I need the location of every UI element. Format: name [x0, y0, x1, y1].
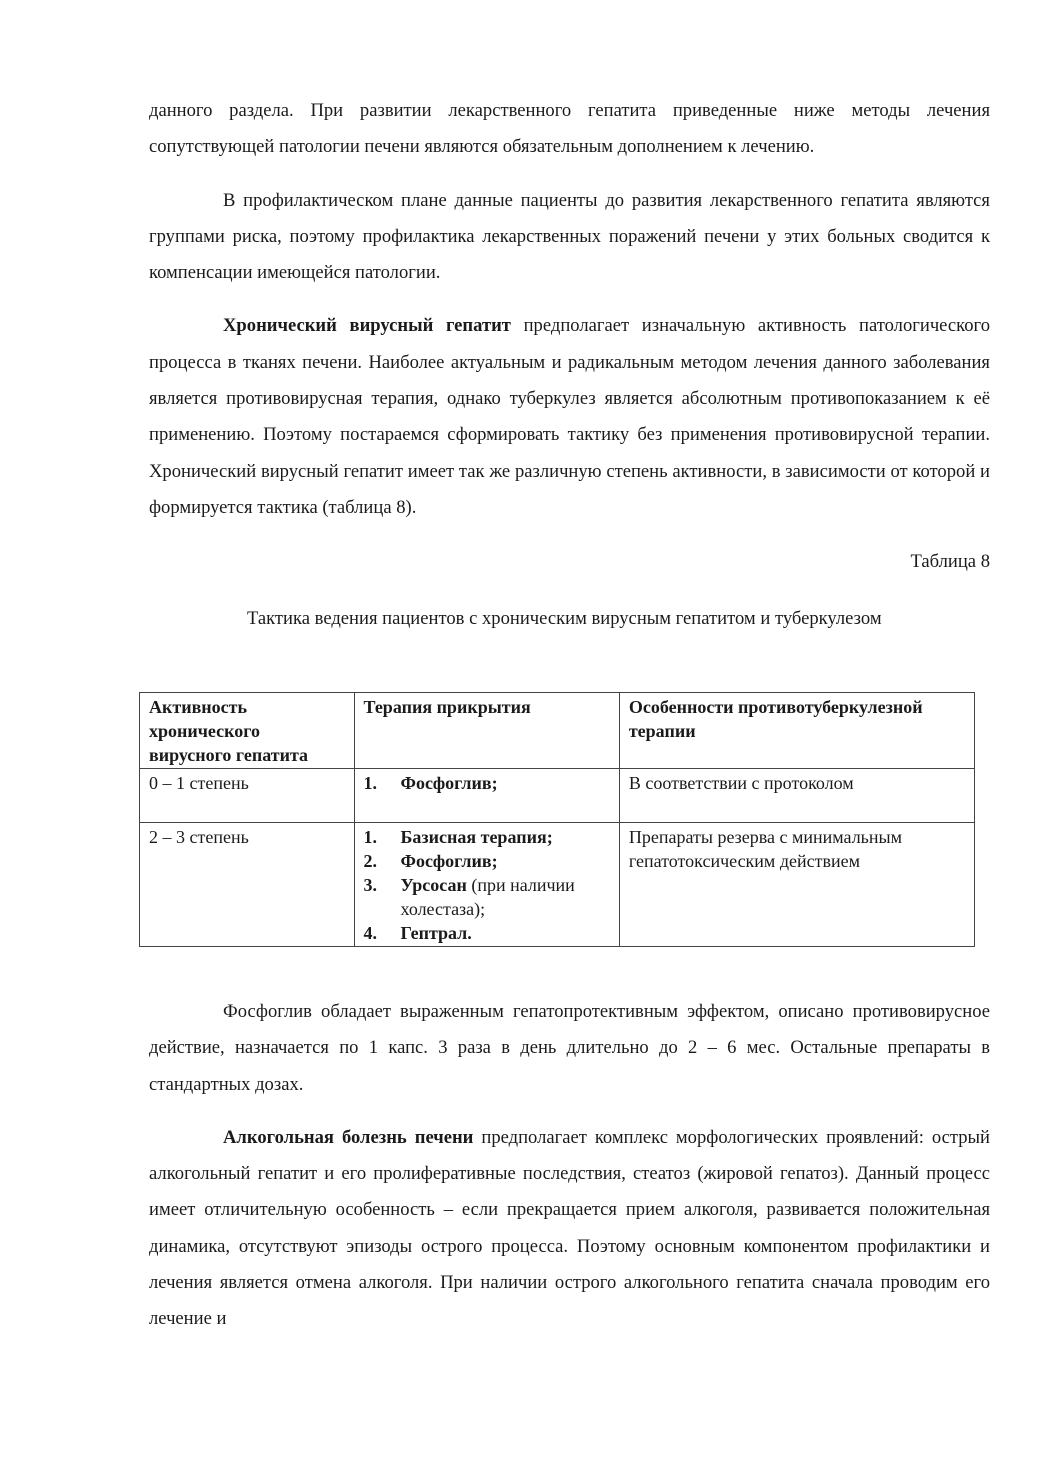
term-alcoholic-liver-disease: Алкогольная болезнь печени	[223, 1126, 474, 1148]
tactics-table	[139, 692, 975, 947]
table-row	[140, 823, 975, 947]
therapy-list	[364, 825, 611, 945]
therapy-item: 1. Фосфоглив;	[363, 773, 498, 793]
table-number: Таблица 8	[910, 551, 990, 573]
therapy-item: 4. Гептрал.	[363, 923, 472, 943]
table-header-row	[140, 693, 975, 769]
cell-therapy	[354, 823, 619, 947]
header-therapy: Терапия прикрытия	[354, 693, 619, 769]
paragraph-chronic-viral-hepatitis	[149, 308, 990, 526]
paragraph-alcoholic-liver-disease	[149, 1120, 990, 1338]
document-body	[149, 93, 990, 631]
cell-features: Препараты резерва с минимальным гепатотоксическим действием	[619, 823, 974, 947]
therapy-list	[364, 771, 611, 795]
paragraph-phosphogliv: Фосфоглив обладает выраженным гепатопротективным эффектом, описано противовирусное действие, назначается по 1 капс. 3 раза в день длительно до 2 – 6 мес. Остальные препараты в стандартных дозах.	[149, 1001, 990, 1095]
header-activity: Активность хронического вирусного гепатита	[140, 693, 355, 769]
therapy-item: 2. Фосфоглив;	[363, 851, 498, 871]
paragraph-text: предполагает изначальную активность патологического процесса в тканях печени. Наиболее актуальным и радикальным методом лечения данного заболевания является противовирусная терапия, однако туберкулез является абсолютным противопоказанием к её применению. Поэтому постараемся сформировать тактику без применения противовирусной терапии. Хронический вирусный гепатит имеет так же различную степень активности, в зависимости от которой и формируется тактика (таблица 8).	[149, 315, 990, 518]
paragraph-intro: данного раздела. При развитии лекарственного гепатита приведенные ниже методы лечения сопутствующей патологии печени являются обязательным дополнением к лечению.	[149, 100, 990, 158]
paragraph-prophylaxis: В профилактическом плане данные пациенты до развития лекарственного гепатита являются группами риска, поэтому профилактика лекарственных поражений печени у этих больных сводится к компенсации имеющейся патологии.	[149, 189, 990, 284]
cell-activity: 2 – 3 степень	[140, 823, 355, 947]
table-row	[140, 769, 975, 823]
cell-features: В соответствии с протоколом	[619, 769, 974, 823]
therapy-item: 3. Урсосан (при наличии холестаза);	[363, 875, 575, 919]
table-title: Тактика ведения пациентов с хроническим вирусным гепатитом и туберкулезом	[247, 608, 882, 630]
cell-therapy	[354, 769, 619, 823]
therapy-item: 1. Базисная терапия;	[363, 827, 553, 847]
header-features: Особенности противотуберкулезной терапии	[619, 693, 974, 769]
document-body-continued	[149, 994, 990, 1338]
term-chronic-viral-hepatitis: Хронический вирусный гепатит	[223, 315, 511, 337]
cell-activity: 0 – 1 степень	[140, 769, 355, 823]
paragraph-text: предполагает комплекс морфологических проявлений: острый алкогольный гепатит и его пролиферативные последствия, стеатоз (жировой гепатоз). Данный процесс имеет отличительную особенность – если прекращается прием алкоголя, развивается положительная динамика, отсутствуют эпизоды острого процесса. Поэтому основным компонентом профилактики и лечения является отмена алкоголя. При наличии острого алкогольного гепатита сначала проводим его лечение и	[149, 1126, 990, 1330]
